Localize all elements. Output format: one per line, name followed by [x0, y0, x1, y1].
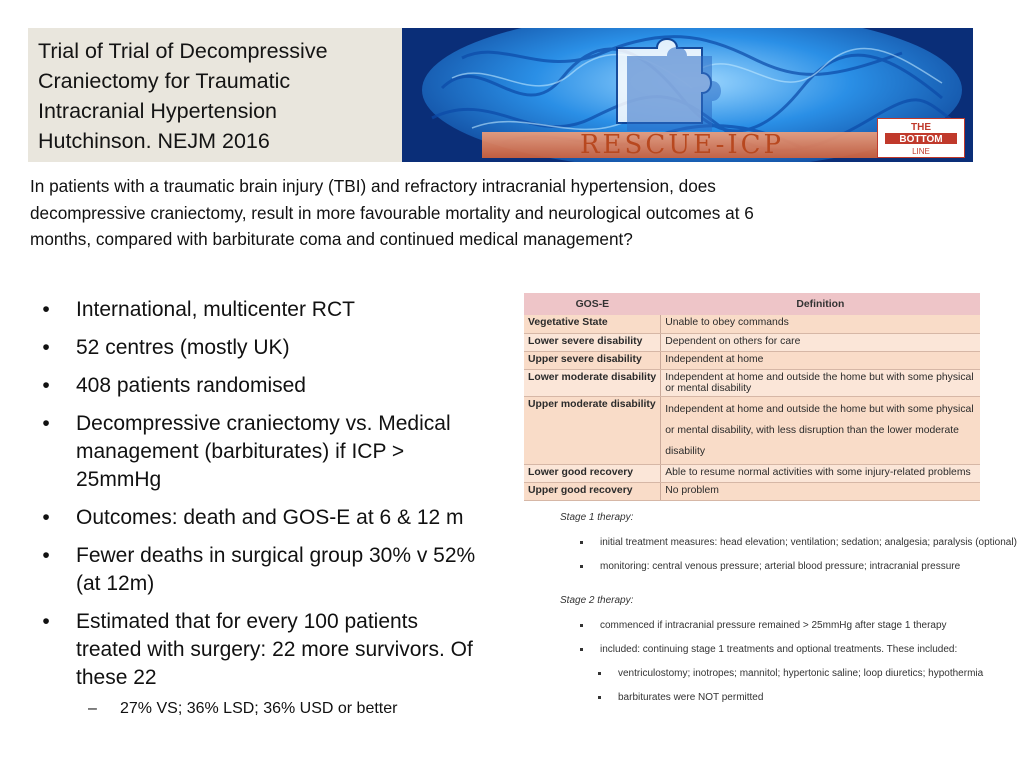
- bullet-glyph: •: [42, 544, 50, 567]
- bullet-item: [36, 334, 536, 362]
- question-line-1: In patients with a traumatic brain injury (TBI) and refractory intracranial hypertension, does: [30, 176, 716, 196]
- question-line-3: months, compared with barbiturate coma and continued medical management?: [30, 229, 633, 249]
- stage2-subitem: barbiturates were NOT permitted: [598, 692, 1000, 703]
- gos-definition: Able to resume normal activities with some injury-related problems: [661, 464, 980, 482]
- bullet-glyph: •: [42, 610, 50, 633]
- title-line-2: Craniectomy for Traumatic: [38, 69, 291, 93]
- bullet-text: International, multicenter RCT: [76, 298, 355, 321]
- bullet-text: 408 patients randomised: [76, 374, 306, 397]
- header-brain-image: [402, 28, 973, 162]
- bullet-list: [36, 296, 536, 720]
- therapy-notes: [560, 512, 1017, 716]
- bullet-glyph: •: [42, 506, 50, 529]
- bullet-text: Outcomes: death and GOS-E at 6 & 12 m: [76, 506, 464, 529]
- gos-definition: Unable to obey commands: [661, 315, 980, 333]
- bullet-glyph: •: [42, 336, 50, 359]
- gos-category: Upper good recovery: [524, 482, 661, 500]
- stage2-item: included: continuing stage 1 treatments and optional treatments. These included:: [580, 644, 1000, 655]
- gos-definition: Independent at home and outside the home but with some physical or mental disability, with less disruption than the lower moderate disability: [661, 396, 980, 464]
- slide-title: [28, 28, 402, 162]
- gos-category: Lower moderate disability: [524, 369, 661, 396]
- bullet-item: [36, 372, 536, 400]
- gos-category: Upper moderate disability: [524, 396, 661, 464]
- bullet-text: these 22: [76, 666, 157, 689]
- sub-bullet-item: [36, 698, 536, 720]
- bullet-item: [36, 296, 536, 324]
- gos-category: Lower severe disability: [524, 333, 661, 351]
- gos-definition: Dependent on others for care: [661, 333, 980, 351]
- bullet-text: (at 12m): [76, 572, 155, 595]
- gos-category: Vegetative State: [524, 315, 661, 333]
- bullet-text: Fewer deaths in surgical group 30% v 52%: [76, 544, 476, 567]
- stage1-item: initial treatment measures: head elevation; ventilation; sedation; analgesia; paralysis (optional): [580, 537, 1000, 548]
- bullet-text: treated with surgery: 22 more survivors. Of: [76, 638, 473, 661]
- bullet-text: 25mmHg: [76, 468, 162, 491]
- gos-definition: No problem: [661, 482, 980, 500]
- gos-e-table: [524, 293, 980, 501]
- bullet-text: Estimated that for every 100 patients: [76, 610, 419, 633]
- gos-definition: Independent at home and outside the home but with some physical or mental disability: [661, 369, 980, 396]
- bullet-glyph: •: [42, 374, 50, 397]
- table-row: [524, 464, 980, 482]
- dash-glyph: –: [88, 700, 97, 717]
- title-line-3: Intracranial Hypertension: [38, 99, 278, 123]
- bullet-item: [36, 410, 536, 494]
- bullet-item: [36, 608, 536, 692]
- stage2-subitem: ventriculostomy; inotropes; mannitol; hypertonic saline; loop diuretics; hypothermia: [598, 668, 1000, 679]
- bullet-glyph: •: [42, 298, 50, 321]
- table-row: [524, 482, 980, 500]
- bullet-glyph: •: [42, 412, 50, 435]
- bottom-line-logo: [877, 118, 965, 158]
- clinical-question: [30, 173, 990, 253]
- title-line-4: Hutchinson. NEJM 2016: [38, 129, 270, 153]
- stage2-item: commenced if intracranial pressure remained > 25mmHg after stage 1 therapy: [580, 620, 1000, 631]
- table-row: [524, 369, 980, 396]
- gos-category: Lower good recovery: [524, 464, 661, 482]
- stage1-item: monitoring: central venous pressure; arterial blood pressure; intracranial pressure: [580, 561, 1000, 572]
- badge-line-2-text: BOTTOM: [899, 134, 943, 145]
- badge-line-3: LINE: [912, 147, 930, 156]
- table-row: [524, 333, 980, 351]
- sub-bullet-text: 27% VS; 36% LSD; 36% USD or better: [120, 700, 398, 717]
- table-header-row: [524, 293, 980, 315]
- banner-text: RESCUE-ICP: [579, 130, 785, 160]
- bullet-text: 52 centres (mostly UK): [76, 336, 290, 359]
- question-line-2: decompressive craniectomy, result in more favourable mortality and neurological outcomes at 6: [30, 202, 754, 223]
- column-header-gos-e: GOS-E: [524, 293, 661, 315]
- stage2-heading: Stage 2 therapy:: [560, 595, 634, 606]
- bullet-text: management (barbiturates) if ICP >: [76, 440, 405, 463]
- bullet-text: Decompressive craniectomy vs. Medical: [76, 412, 451, 435]
- column-header-definition: Definition: [661, 293, 980, 315]
- gos-category: Upper severe disability: [524, 351, 661, 369]
- table-row: [524, 396, 980, 464]
- bullet-item: [36, 542, 536, 598]
- stage1-heading: Stage 1 therapy:: [560, 512, 634, 523]
- table-row: [524, 351, 980, 369]
- gos-definition: Independent at home: [661, 351, 980, 369]
- badge-line-1: THE: [911, 122, 931, 133]
- title-line-1: Trial of Trial of Decompressive: [38, 39, 328, 63]
- table-row: [524, 315, 980, 333]
- bullet-item: [36, 504, 536, 532]
